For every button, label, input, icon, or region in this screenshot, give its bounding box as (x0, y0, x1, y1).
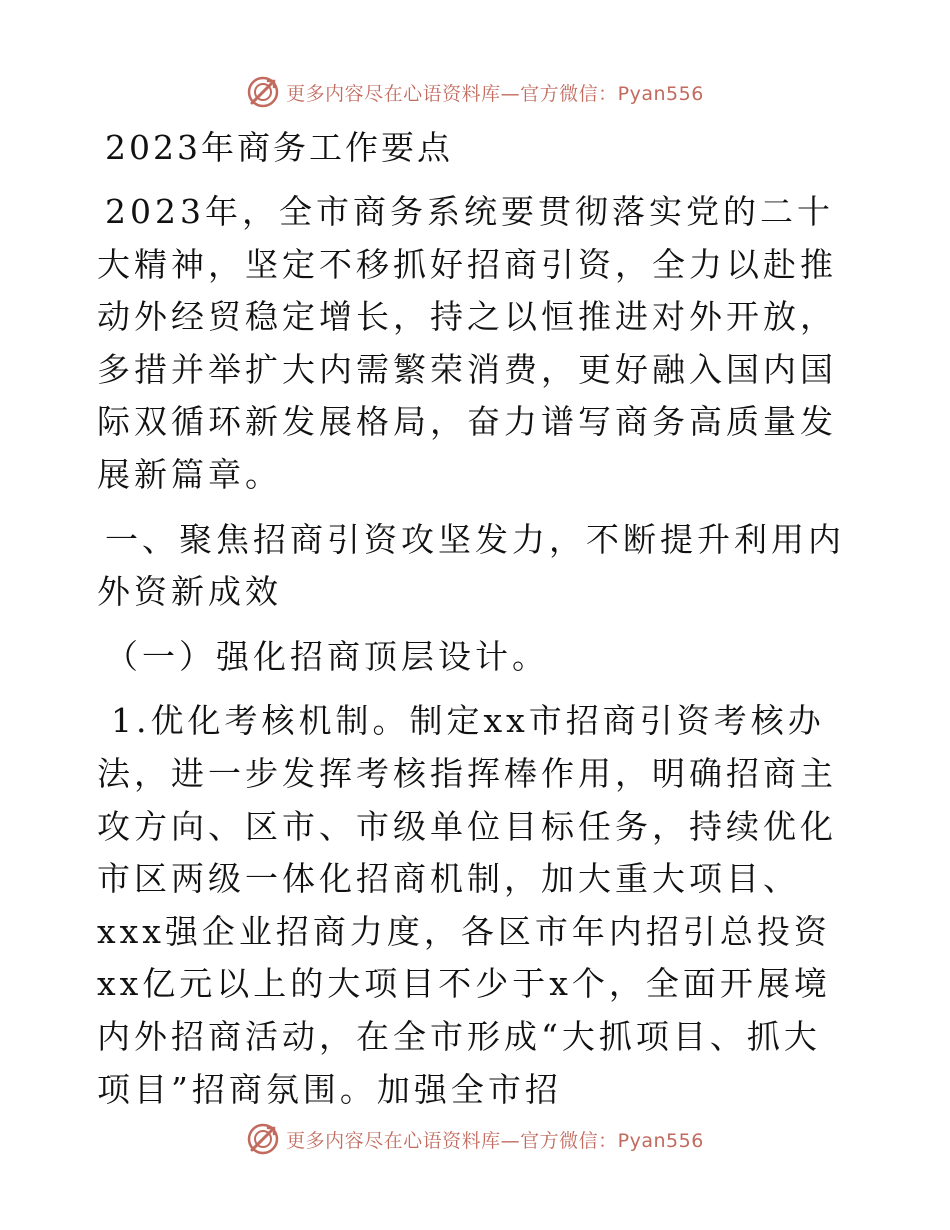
watermark-text: 更多内容尽在心语资料库—官方微信：Pyan556 (286, 1129, 704, 1152)
document-title: 2023年商务工作要点 (105, 128, 453, 167)
subsection-heading-1: （一）强化招商顶层设计。 (105, 636, 549, 676)
watermark-logo-icon (246, 1122, 280, 1156)
item-paragraph-1: 1.优化考核机制。制定xx市招商引资考核办法，进一步发挥考核指挥棒作用，明确招商主攻方向、区市、市级单位目标任务，持续优化市区两级一体化招商机制，加大重大项目、xxx强企业招商力度，各区市年内招引总投资xx亿元以上的大项目不少于x个，全面开展境内外招商活动，在全市形成“大抓项目、抓大项目”招商氛围。加强全市招 (97, 701, 837, 1109)
watermark-header (0, 72, 950, 112)
watermark-text: 更多内容尽在心语资料库—官方微信：Pyan556 (286, 82, 704, 105)
watermark-logo-icon (246, 75, 280, 109)
watermark-footer (0, 1119, 950, 1159)
document-body (97, 122, 857, 1128)
section-heading-1: 一、聚焦招商引资攻坚发力，不断提升利用内外资新成效 (97, 519, 845, 612)
intro-paragraph: 2023年，全市商务系统要贯彻落实党的二十大精神，坚定不移抓好招商引资，全力以赴推动外经贸稳定增长，持之以恒推进对外开放，多措并举扩大内需繁荣消费，更好融入国内国际双循环新发展格局，奋力谱写商务高质量发展新篇章。 (97, 192, 837, 494)
